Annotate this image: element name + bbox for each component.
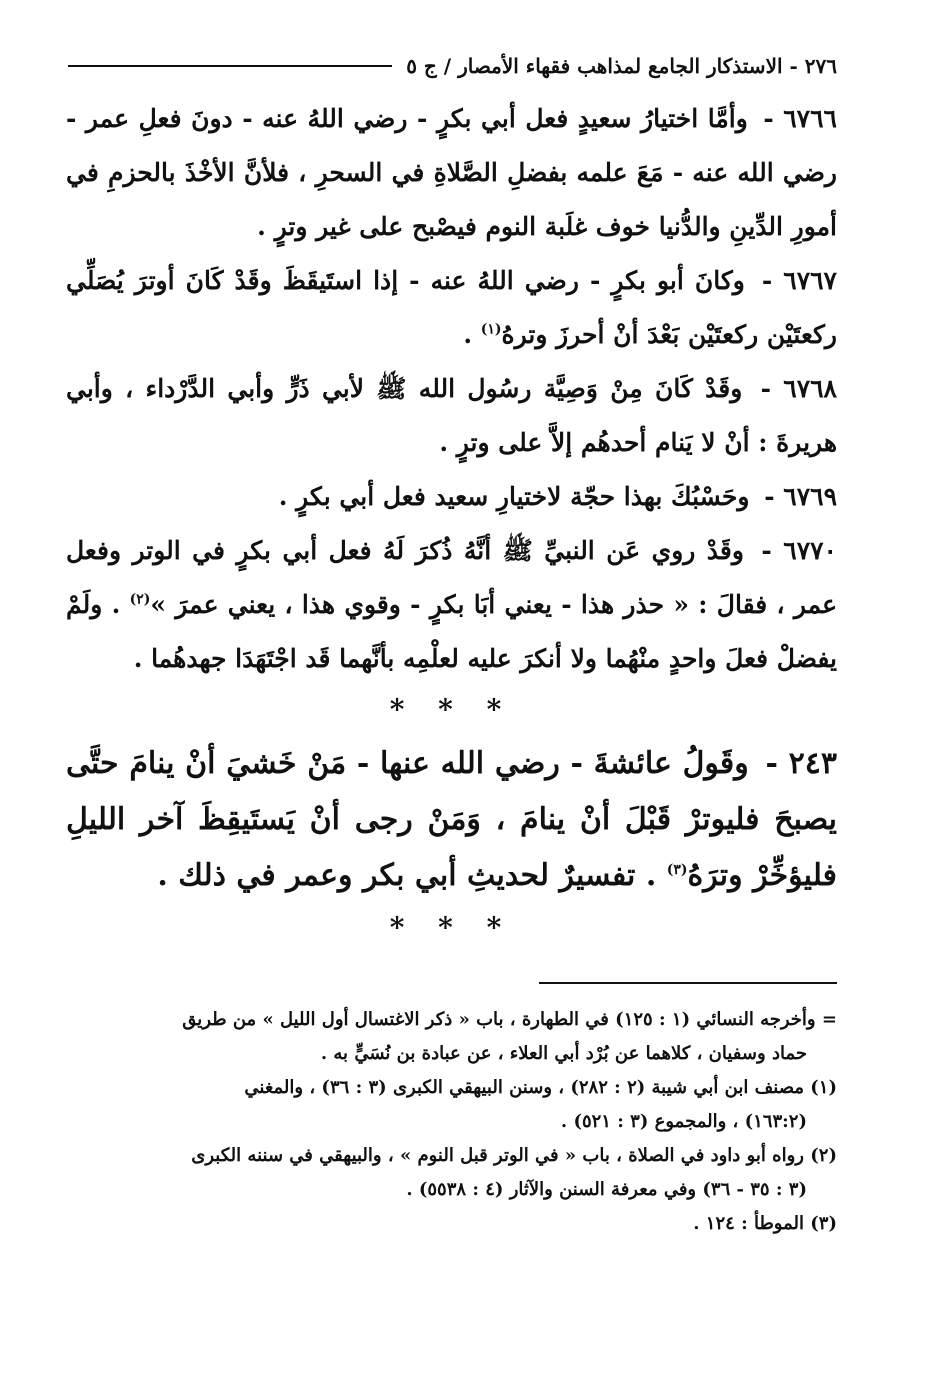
paragraph-text: وقَدْ كَانَ مِنْ وَصِيَّة رسُول الله ﷺ لأبي ذَرٍّ وأبي الدَّرْداء ، وأبي هريرةَ : أنْ لا يَنام أحدهُم إلاَّ على وترٍ . [66,374,837,457]
section-separator: * * * [389,693,514,726]
footnote-continued [66,1004,837,1036]
footnote-text: رواه أبو داود في الصلاة ، باب « في الوتر قبل النوم » ، والبيهقي في سننه الكبرى [191,1145,804,1166]
page-header [68,48,837,84]
paragraph-6770 [66,524,837,686]
paragraph-number: ٦٧٦٧ - [761,266,837,295]
footnote-marker: (٢) [810,1145,837,1166]
paragraph-text: وأمَّا اختيارُ سعيدٍ فعل أبي بكرٍ - رضي اللهُ عنه - دونَ فعلِ عمر - رضي الله عنه - مَعَ علمه بفضلِ الصَّلاةِ في السحرِ ، فلأنَّ الأخْذَ بالحزمِ في أمورِ الدِّينِ والدُّنيا خوف غلَبة النوم فيصْبح على غير وترٍ . [66,104,837,241]
footnote-2 [66,1140,837,1172]
footnote-1 [66,1072,837,1104]
footnote-rule [539,982,837,984]
footnotes [66,1004,837,1242]
running-head: ٢٧٦ - الاستذكار الجامع لمذاهب فقهاء الأمصار / ج ٥ [406,54,837,78]
paragraph-end: . ولَمْ يفضلْ فعلَ واحدٍ منْهُما ولا أنكرَ عليه لعلْمِه بأنَّهما قَد اجْتَهَدَا جهدهُما . [66,590,837,673]
paragraph-6766 [66,92,837,254]
footnote-marker: = [821,1009,837,1030]
footnote-3 [66,1208,837,1240]
paragraph-text: وحَسْبُكَ بهذا حجّة لاختيارِ سعيد فعل أبي بكرٍ . [278,482,750,511]
paragraph-number: ٦٧٧٠ - [761,536,837,565]
paragraph-text: وكانَ أبو بكرٍ - رضي اللهُ عنه - إذا استَيقَظَ وقَدْ كَانَ أوترَ يُصَلِّي ركعتَيْن ركعتَيْن بَعْدَ أنْ أحرزَ وترهُ [66,266,837,349]
paragraph-end: . [463,320,481,349]
footnote-ref[interactable]: (٣) [666,862,688,878]
paragraph-6768 [66,362,837,470]
footnote-text: مصنف ابن أبي شيبة (٢ : ٢٨٢) ، وسنن البيهقي الكبرى (٣ : ٣٦) ، والمغني [244,1077,804,1098]
footnote-marker: (١) [810,1077,837,1098]
footnote-text: وأخرجه النسائي (١ : ١٢٥) في الطهارة ، باب « ذكر الاغتسال أول الليل » من طريق [182,1009,816,1030]
entry-text: وقَولُ عائشةَ - رضي الله عنها - مَنْ خَشيَ أنْ ينامَ حتَّى يصبحَ فليوترْ قَبْلَ أنْ ينامَ ، وَمَنْ رجى أنْ يَستَيقِظَ آخر الليلِ فليؤخِّرْ وترَهُ [66,746,837,893]
footnote-continuation: (٣ : ٣٥ - ٣٦) وفي معرفة السنن والآثار (٤ : ٥٥٣٨) . [406,1179,807,1200]
footnote-continuation: حماد وسفيان ، كلاهما عن بُرْد أبي العلاء ، عن عبادة بن نُسَيٍّ به . [320,1043,807,1064]
main-entry-243 [66,736,837,904]
section-separator: * * * [389,911,514,944]
footnote-marker: (٣) [810,1213,837,1234]
main-text [66,92,837,950]
header-rule [68,65,392,67]
footnote-continuation: (١٦٣:٢) ، والمجموع (٣ : ٥٢١) . [560,1111,807,1132]
paragraph-6767 [66,254,837,362]
footnote-ref[interactable]: (٢) [129,591,151,608]
paragraph-6769 [66,470,837,524]
paragraph-number: ٦٧٦٩ - [764,482,837,511]
footnote-text: الموطأ : ١٢٤ . [693,1213,804,1234]
paragraph-number: ٦٧٦٨ - [760,374,837,403]
paragraph-number: ٦٧٦٦ - [763,104,837,133]
entry-number: ٢٤٣ - [765,746,837,781]
paragraph-text: وقَدْ روي عَن النبيِّ ﷺ أنَّهُ ذُكرَ لَهُ فعل أبي بكرٍ في الوتر وفعل عمر ، فقالَ : « حذر هذا - يعني أبَا بكرٍ - وقوي هذا ، يعني عمرَ » [66,536,837,619]
footnote-ref[interactable]: (١) [480,321,502,338]
entry-end: . تفسيرٌ لحديثِ أبي بكر وعمر في ذلك . [157,858,667,893]
